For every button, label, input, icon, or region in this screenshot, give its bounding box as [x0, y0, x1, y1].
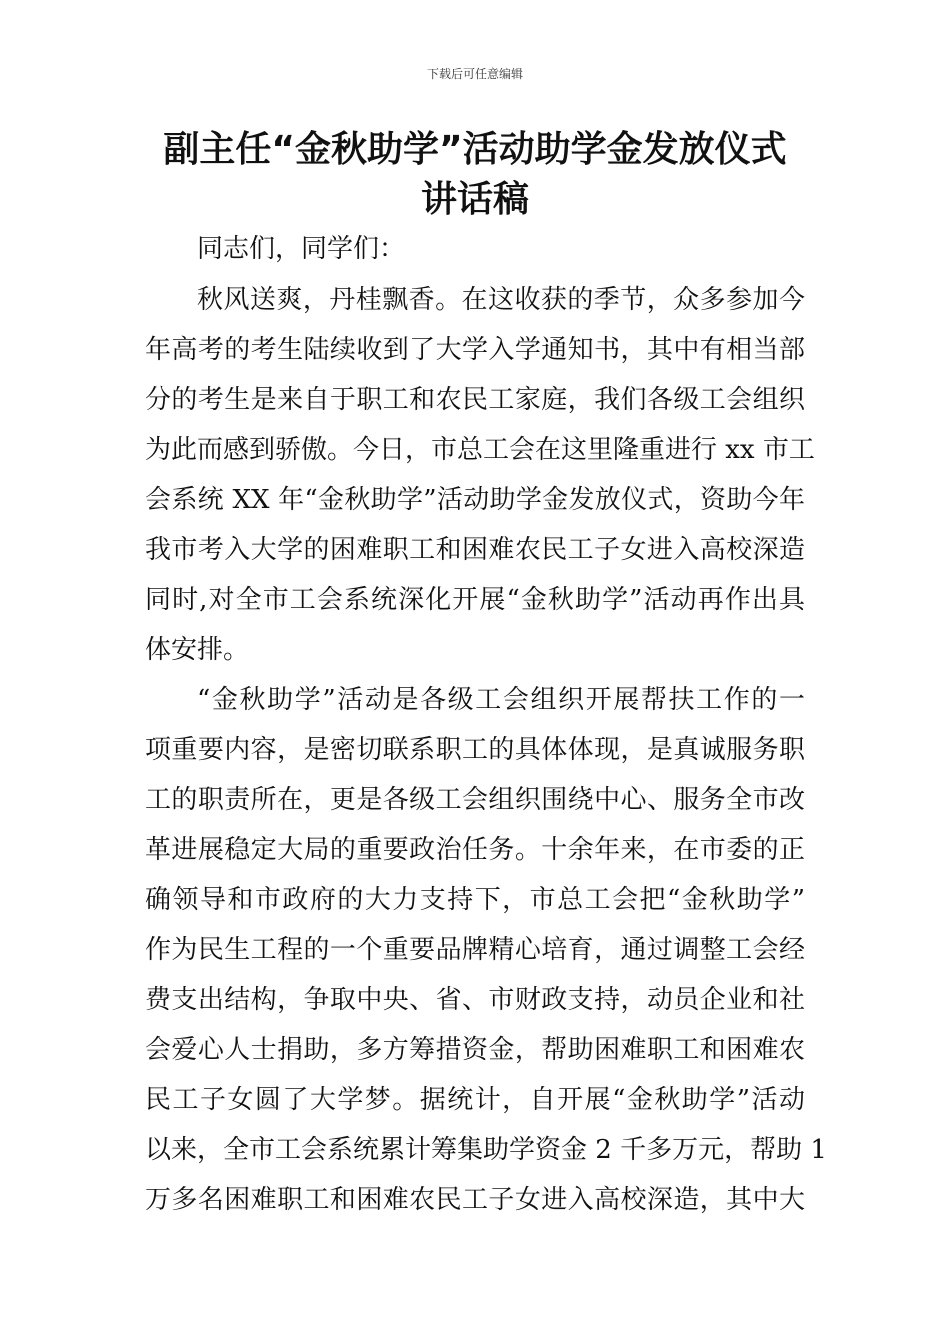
paragraph-2-line: 项重要内容，是密切联系职工的具体体现，是真诚服务职 [145, 735, 805, 765]
paragraph-2-line: 费支出结构，争取中央、省、市财政支持，动员企业和社 [145, 985, 805, 1015]
paragraph-1-line: 体安排。 [145, 635, 250, 665]
paragraph-2-line: 工的职责所在，更是各级工会组织围绕中心、服务全市改 [145, 785, 805, 815]
header-note: 下载后可任意编辑 [426, 67, 523, 81]
paragraph-2-line: 以来，全市工会系统累计筹集助学资金 2 千多万元，帮助 1 [145, 1135, 827, 1165]
paragraph-1-line: 秋风送爽，丹桂飘香。在这收获的季节，众多参加今 [197, 285, 805, 315]
paragraph-1-line: 会系统 XX 年“金秋助学”活动助学金发放仪式，资助今年 [145, 485, 805, 515]
paragraph-2-line: 确领导和市政府的大力支持下，市总工会把“金秋助学” [145, 885, 805, 915]
paragraph-1-line: 同时,对全市工会系统深化开展“金秋助学”活动再作出具 [145, 585, 805, 615]
document-title-line-1: 副主任“金秋助学”活动助学金发放仪式 [163, 129, 787, 170]
greeting: 同志们，同学们： [197, 234, 406, 264]
paragraph-1-line: 我市考入大学的困难职工和困难农民工子女进入高校深造 [145, 535, 805, 565]
paragraph-2-line: 万多名困难职工和困难农民工子女进入高校深造，其中大 [145, 1185, 805, 1215]
paragraph-1-line: 为此而感到骄傲。今日，市总工会在这里隆重进行 xx 市工 [145, 435, 815, 465]
paragraph-2-line: “金秋助学”活动是各级工会组织开展帮扶工作的一 [197, 685, 805, 715]
paragraph-2-line: 作为民生工程的一个重要品牌精心培育，通过调整工会经 [145, 935, 805, 965]
paragraph-2-line: 革进展稳定大局的重要政治任务。十余年来，在市委的正 [145, 835, 805, 865]
paragraph-2-line: 民工子女圆了大学梦。据统计，自开展“金秋助学”活动 [145, 1085, 805, 1115]
document-title-line-2: 讲话稿 [420, 179, 529, 220]
paragraph-2-line: 会爱心人士捐助，多方筹措资金，帮助困难职工和困难农 [145, 1035, 805, 1065]
paragraph-1-line: 年高考的考生陆续收到了大学入学通知书，其中有相当部 [145, 335, 805, 365]
paragraph-1-line: 分的考生是来自于职工和农民工家庭，我们各级工会组织 [145, 385, 805, 415]
